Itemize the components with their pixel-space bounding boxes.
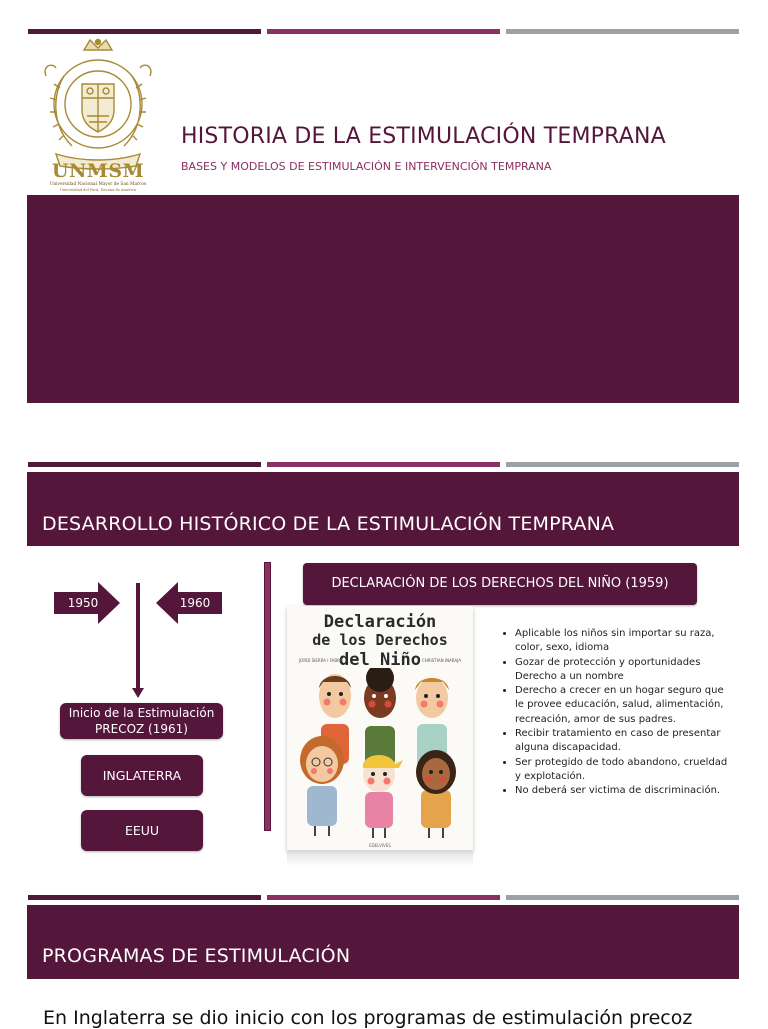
rights-item: • Recibir tratamiento en caso de presentar alguna discapacidad. — [515, 727, 733, 756]
book-author-right: CHRISTIAN INARAJA — [421, 658, 461, 663]
accent-bar-dark — [28, 29, 261, 34]
accent-bar-gray — [506, 895, 739, 900]
child-5 — [363, 755, 403, 828]
unmsm-logo — [42, 36, 154, 194]
logo-tagline: Universidad del Perú, Decana de América — [59, 188, 137, 192]
accent-bar-dark — [28, 462, 261, 467]
accent-bar-magenta — [267, 29, 500, 34]
section-title-band — [27, 472, 739, 546]
rights-item: • Ser protegido de todo abandono, crueldad y explotación. — [515, 756, 733, 785]
child-2 — [364, 668, 396, 766]
accent-bar-magenta — [267, 895, 500, 900]
body-text: En Inglaterra se dio inicio con los programas de estimulación precoz — [43, 1007, 693, 1029]
university-seal-icon — [42, 36, 154, 170]
country-eeuu: EEUU — [81, 810, 203, 851]
logo-wordmark: UNMSM — [51, 160, 145, 182]
children-illustration — [287, 668, 473, 843]
rights-item: • Gozar de protección y oportunidades Derecho a un nombre — [515, 656, 733, 685]
book-title-line-3: del Niño — [339, 650, 421, 670]
section-title: DESARROLLO HISTÓRICO DE LA ESTIMULACIÓN TEMPRANA — [42, 513, 615, 535]
book-publisher: EDELVIVES — [369, 843, 391, 848]
rights-item: • Aplicable los niños sin importar su raza, color, sexo, idioma — [515, 627, 733, 656]
slide-subtitle: BASES Y MODELOS DE ESTIMULACIÓN E INTERVENCIÓN TEMPRANA — [181, 160, 552, 173]
title-band — [27, 195, 739, 403]
child-4 — [300, 736, 344, 826]
book-title-line-2: de los Derechos — [312, 631, 448, 649]
year-1950: 1950 — [67, 596, 99, 610]
section-title: PROGRAMAS DE ESTIMULACIÓN — [42, 945, 351, 967]
accent-bar-gray — [506, 29, 739, 34]
book-cover — [287, 606, 473, 850]
slide-title: HISTORIA DE LA ESTIMULACIÓN TEMPRANA — [181, 124, 666, 149]
section-title-band — [27, 905, 739, 979]
accent-bar-gray — [506, 462, 739, 467]
logo-subtitle: Universidad Nacional Mayor de San Marcos — [49, 182, 147, 187]
accent-bar-magenta — [267, 462, 500, 467]
book-author-left: JORDI SIERRA I FABRA — [299, 658, 343, 663]
vertical-divider — [264, 562, 271, 831]
start-precoz-box: Inicio de la Estimulación PRECOZ (1961) — [60, 703, 223, 739]
child-6 — [416, 750, 456, 828]
rights-item: • No deberá ser victima de discriminación. — [515, 784, 733, 798]
arrow-down-icon — [132, 688, 144, 698]
rights-item: • Derecho a crecer en un hogar seguro que le provee educación, salud, alimentación, recreación, amor de sus padres. — [515, 684, 733, 727]
rights-list — [497, 627, 733, 799]
country-inglaterra: INGLATERRA — [81, 755, 203, 796]
book-title-line-1: Declaración — [323, 612, 437, 632]
year-1960: 1960 — [179, 596, 211, 610]
slide-1 — [0, 0, 768, 420]
arrow-down-shaft — [136, 583, 140, 689]
book-reflection — [287, 850, 473, 866]
declaration-box: DECLARACIÓN DE LOS DERECHOS DEL NIÑO (1959) — [303, 563, 697, 605]
accent-bar-dark — [28, 895, 261, 900]
